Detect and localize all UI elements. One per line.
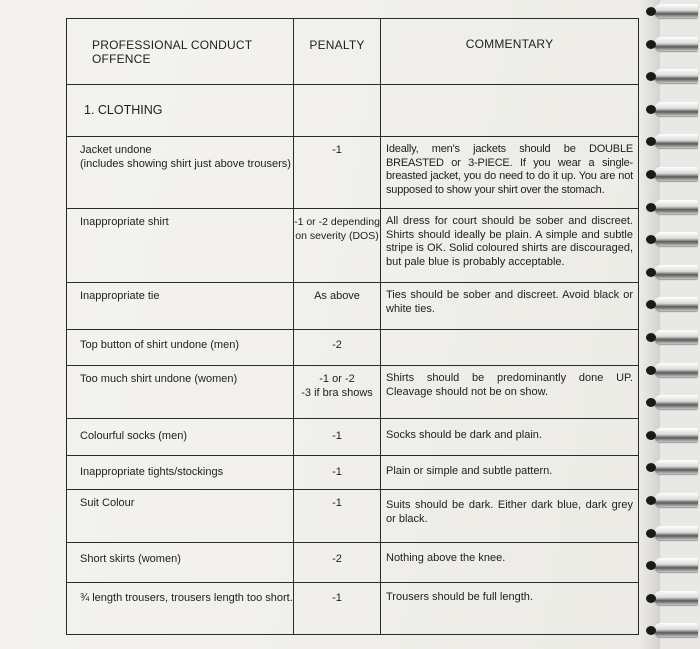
penalty-text: -1 or -2	[319, 373, 355, 385]
penalty-cell	[294, 209, 381, 282]
binding-coil	[654, 69, 698, 83]
table-row	[67, 490, 639, 543]
penalty-text: -1	[332, 466, 342, 478]
header-offence: PROFESSIONAL CONDUCT OFFENCE	[67, 19, 294, 84]
commentary-cell: Trousers should be full length.	[381, 583, 639, 634]
binding-coil	[654, 232, 698, 246]
binding-hole	[646, 333, 656, 342]
offence-text: Too much shirt undone (women)	[80, 373, 238, 385]
penalty-text: -1	[332, 430, 342, 442]
offence-text: Top button of shirt undone (men)	[80, 339, 239, 351]
binding-hole	[646, 366, 656, 375]
table-row	[67, 330, 639, 366]
penalty-text: -2	[332, 339, 342, 351]
binding-coil	[654, 37, 698, 51]
penalty-cell	[294, 456, 381, 489]
commentary-cell: Nothing above the knee.	[381, 543, 639, 582]
penalty-cell	[294, 583, 381, 634]
commentary-cell: Shirts should be predominantly done UP. Cleavage should not be on show.	[381, 366, 639, 418]
offence-cell	[67, 137, 294, 208]
binding-coil	[654, 265, 698, 279]
binding-hole	[646, 105, 656, 114]
table-row	[67, 543, 639, 583]
binding-coil	[654, 460, 698, 474]
table-row	[67, 419, 639, 456]
offence-cell	[67, 419, 294, 455]
penalty-cell	[294, 543, 381, 582]
table-row	[67, 209, 639, 283]
binding-hole	[646, 7, 656, 16]
binding-coil	[654, 526, 698, 540]
offence-cell	[67, 583, 294, 634]
binding-coil	[654, 134, 698, 148]
binding-coil	[654, 200, 698, 214]
penalty-text: -2	[332, 553, 342, 565]
table-row	[67, 456, 639, 490]
offence-cell	[67, 209, 294, 282]
commentary-cell: Suits should be dark. Either dark blue, dark grey or black.	[381, 490, 639, 542]
binding-hole	[646, 594, 656, 603]
offence-cell	[67, 366, 294, 418]
binding-hole	[646, 170, 656, 179]
binding-coil	[654, 623, 698, 637]
section-commentary-empty	[381, 85, 639, 136]
commentary-cell: Ties should be sober and discreet. Avoid black or white ties.	[381, 283, 639, 329]
penalty-text: -1	[332, 592, 342, 604]
penalty-note: on severity (DOS)	[295, 230, 379, 242]
commentary-cell: Ideally, men's jackets should be DOUBLE BREASTED or 3-PIECE. If you wear a single-breasted jacket, you do need to do it up. You are not supposed to show your shirt over the stomach.	[381, 137, 639, 208]
binding-hole	[646, 40, 656, 49]
binding-coil	[654, 428, 698, 442]
binding-coil	[654, 395, 698, 409]
offence-note: (includes showing shirt just above trousers)	[80, 158, 291, 170]
binding-hole	[646, 268, 656, 277]
header-commentary: COMMENTARY	[381, 19, 639, 84]
offence-text: Inappropriate tights/stockings	[80, 466, 224, 478]
commentary-cell	[381, 330, 639, 365]
penalty-cell	[294, 366, 381, 418]
offence-text: Inappropriate shirt	[80, 216, 169, 228]
header-penalty: PENALTY	[294, 19, 381, 84]
table-row	[67, 283, 639, 330]
offence-cell	[67, 543, 294, 582]
binding-hole	[646, 496, 656, 505]
offence-text: Short skirts (women)	[80, 553, 181, 565]
binding-coil	[654, 363, 698, 377]
offence-cell	[67, 456, 294, 489]
penalty-cell	[294, 330, 381, 365]
binding-hole	[646, 431, 656, 440]
penalty-text: -1	[332, 497, 342, 509]
binding-coil	[654, 493, 698, 507]
penalty-note: -3 if bra shows	[301, 387, 373, 399]
table-row	[67, 366, 639, 419]
binding-coil	[654, 4, 698, 18]
penalty-cell	[294, 490, 381, 542]
table-header-row	[67, 19, 639, 85]
binding-coil	[654, 297, 698, 311]
spiral-binding-icon	[646, 0, 700, 649]
penalty-cell	[294, 137, 381, 208]
binding-hole	[646, 529, 656, 538]
offence-text: Colourful socks (men)	[80, 430, 187, 442]
offence-text: ¾ length trousers, trousers length too short.	[80, 592, 293, 604]
table-row	[67, 583, 639, 635]
binding-coil	[654, 558, 698, 572]
offence-cell	[67, 330, 294, 365]
penalty-text: As above	[314, 290, 360, 302]
commentary-cell: Plain or simple and subtle pattern.	[381, 456, 639, 489]
offence-cell	[67, 283, 294, 329]
penalty-text: -1	[332, 144, 342, 156]
commentary-cell: All dress for court should be sober and discreet. Shirts should ideally be plain. A simple and subtle stripe is OK. Solid coloured shirts are discouraged, but pale blue is probably acceptable.	[381, 209, 639, 282]
section-penalty-empty	[294, 85, 381, 136]
section-title: 1. CLOTHING	[67, 85, 294, 136]
offence-text: Suit Colour	[80, 497, 135, 509]
binding-coil	[654, 330, 698, 344]
offence-text: Jacket undone	[80, 144, 152, 156]
binding-hole	[646, 203, 656, 212]
offence-cell	[67, 490, 294, 542]
binding-coil	[654, 102, 698, 116]
conduct-penalty-table	[66, 18, 639, 635]
commentary-cell: Socks should be dark and plain.	[381, 419, 639, 455]
offence-text: Inappropriate tie	[80, 290, 160, 302]
binding-coil	[654, 591, 698, 605]
section-row-clothing	[67, 85, 639, 137]
penalty-cell	[294, 419, 381, 455]
table-row	[67, 137, 639, 209]
penalty-text: -1 or -2 depending	[294, 216, 380, 228]
penalty-cell	[294, 283, 381, 329]
binding-coil	[654, 167, 698, 181]
